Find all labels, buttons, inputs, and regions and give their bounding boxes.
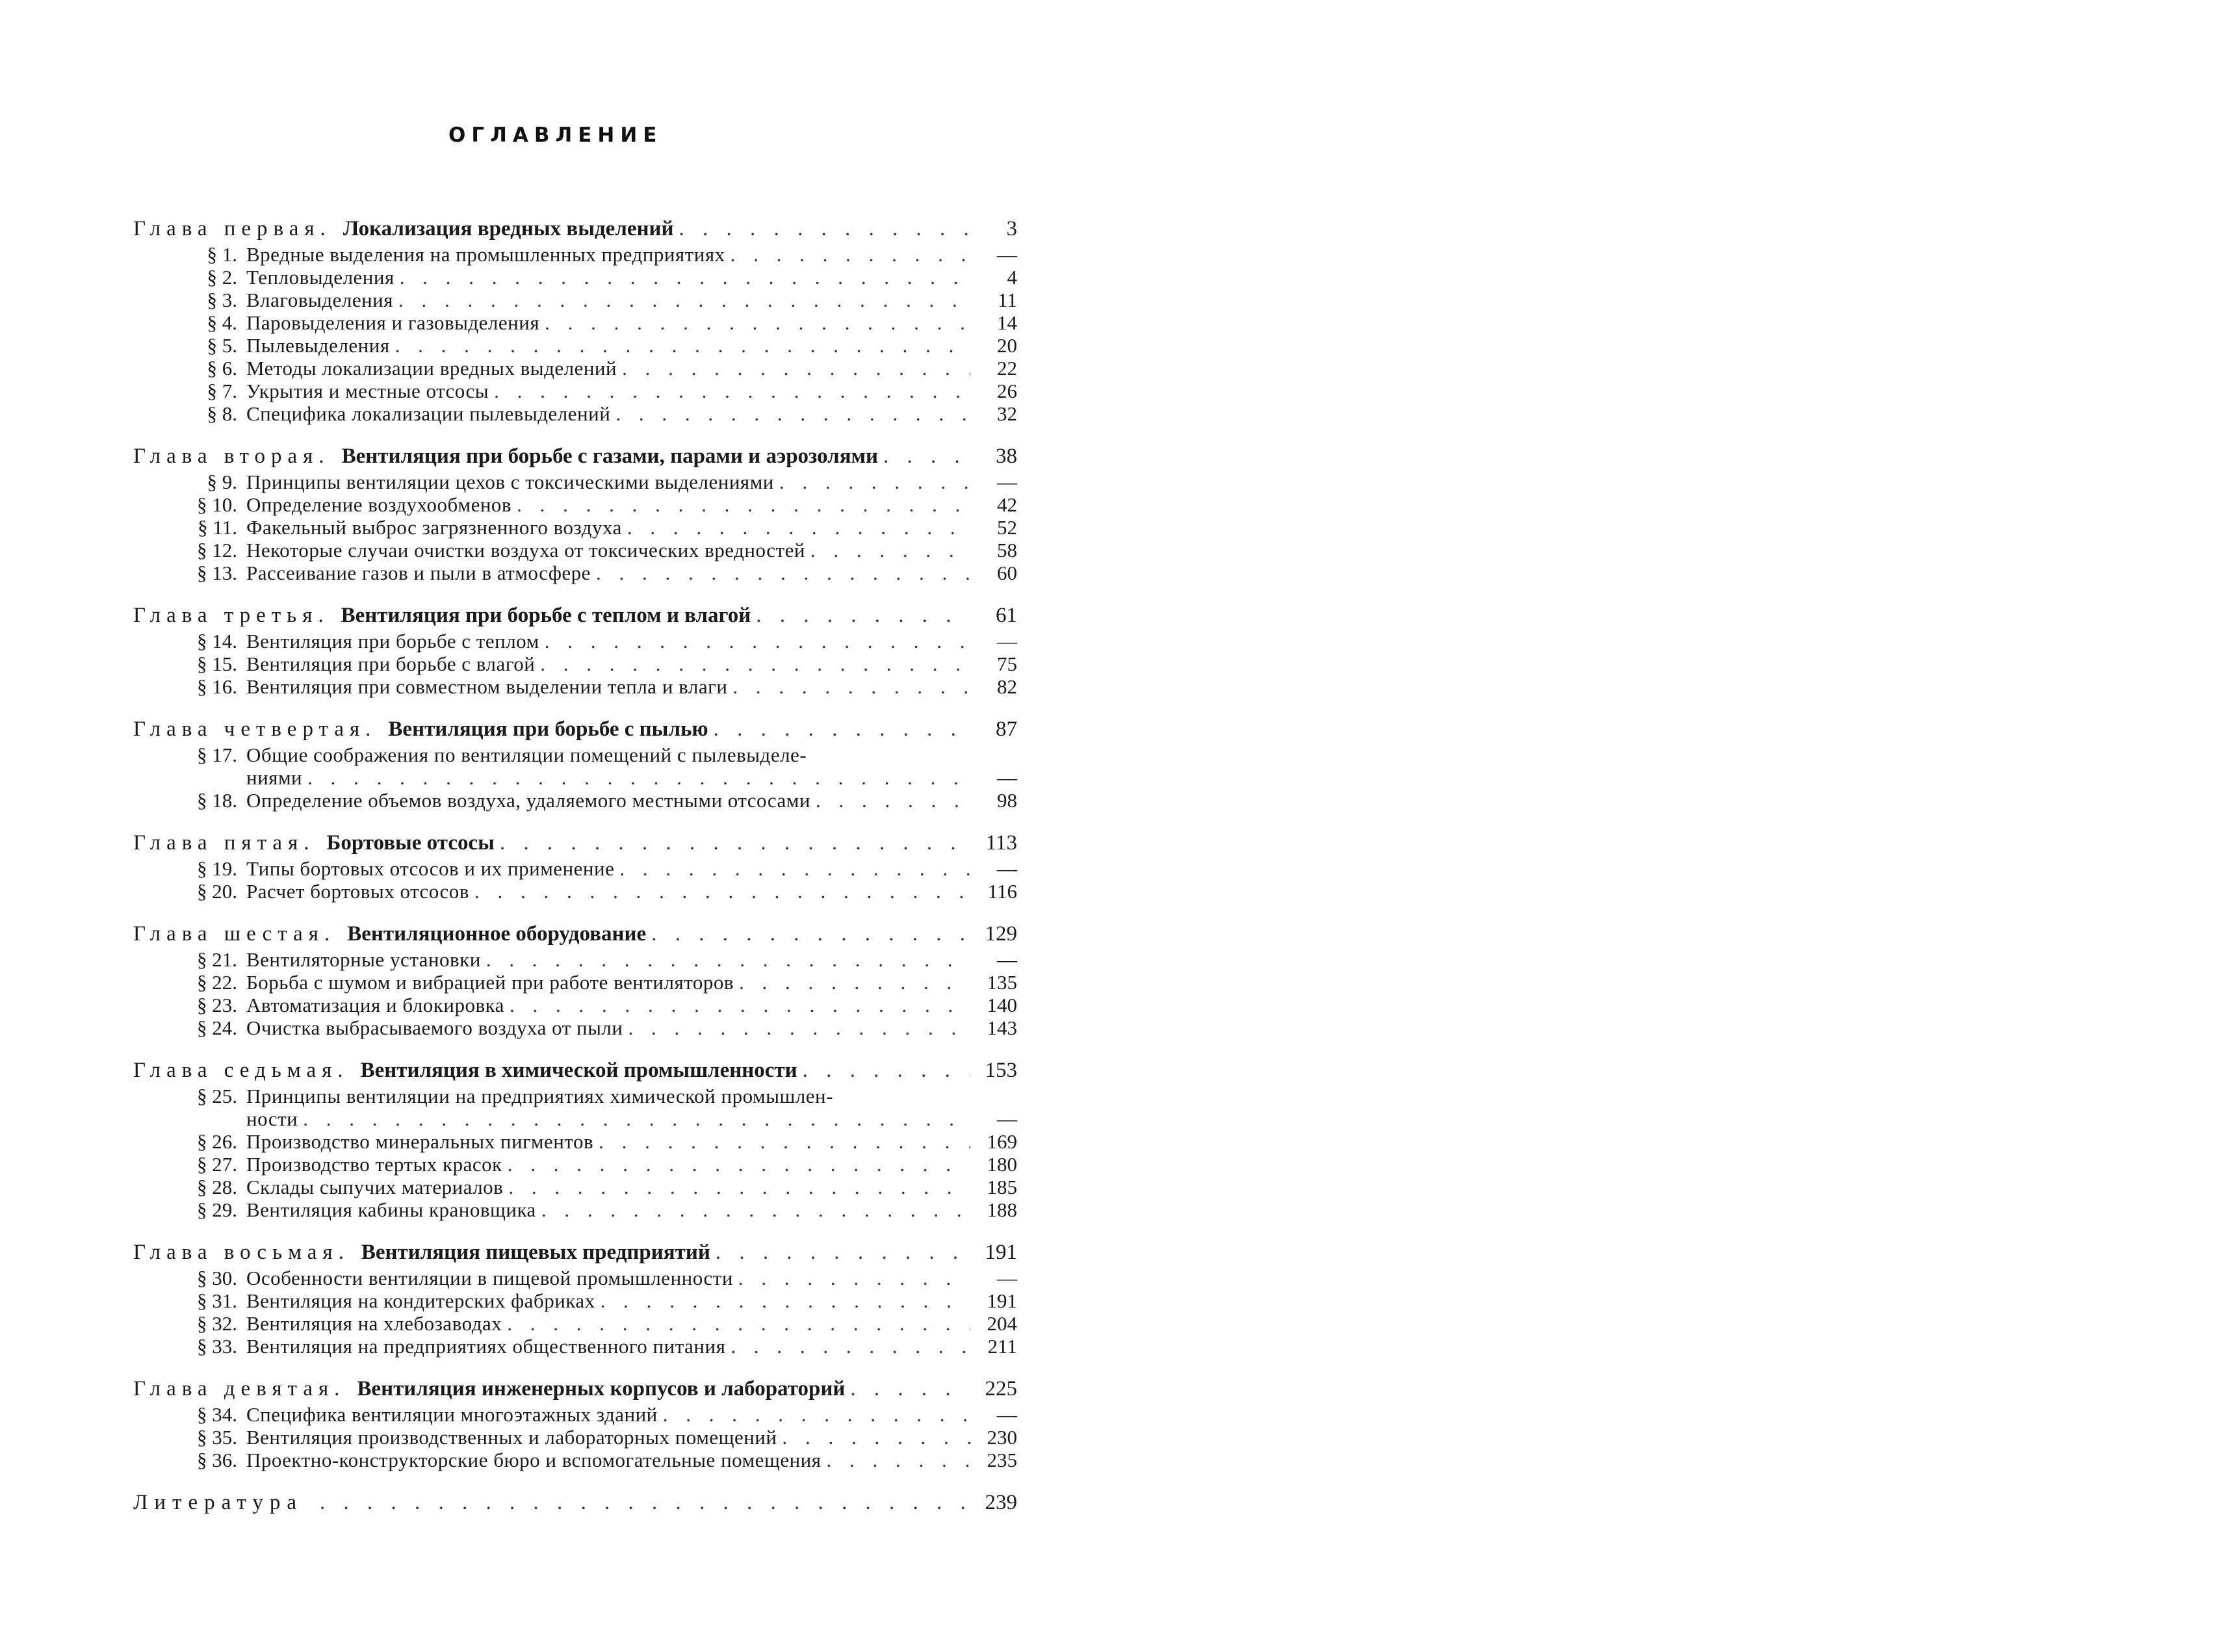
section-page: 58 bbox=[997, 539, 1017, 561]
section-entry[interactable] bbox=[133, 1449, 1017, 1471]
section-page: — bbox=[997, 243, 1017, 266]
section-number: § 15. bbox=[197, 652, 237, 675]
chapter-title: Бортовые отсосы bbox=[326, 831, 495, 855]
chapter-row[interactable] bbox=[133, 214, 1017, 243]
section-title: Принципы вентиляции цехов с токсическими выделениями bbox=[246, 471, 774, 493]
section-page: — bbox=[997, 471, 1017, 493]
section-title: Вредные выделения на промышленных предприятиях bbox=[246, 243, 725, 266]
section-title: Вентиляция при борьбе с влагой bbox=[246, 652, 536, 675]
dot-leader bbox=[679, 214, 970, 243]
section-page: 211 bbox=[987, 1335, 1017, 1358]
section-page: 191 bbox=[987, 1289, 1017, 1312]
section-page: — bbox=[997, 1403, 1017, 1426]
dot-leader bbox=[627, 516, 970, 539]
dot-leader bbox=[398, 289, 970, 311]
section-page: — bbox=[997, 948, 1017, 971]
section-number: § 9. bbox=[207, 471, 237, 493]
section-number: § 34. bbox=[197, 1403, 237, 1426]
chapter-label: Глава пятая. bbox=[133, 831, 315, 855]
section-number: § 19. bbox=[197, 857, 237, 880]
section-page: 143 bbox=[987, 1016, 1017, 1039]
dot-leader bbox=[601, 1289, 970, 1312]
dot-leader bbox=[486, 948, 970, 971]
section-page: 32 bbox=[997, 402, 1017, 425]
section-entry[interactable] bbox=[133, 1312, 1017, 1335]
dot-leader bbox=[508, 1153, 970, 1176]
dot-leader bbox=[731, 1335, 970, 1358]
section-line-continued bbox=[172, 1107, 1017, 1130]
dot-leader bbox=[545, 311, 970, 334]
section-title: Тепловыделения bbox=[246, 266, 395, 289]
section-page: 75 bbox=[997, 652, 1017, 675]
section-number: § 1. bbox=[207, 243, 237, 266]
section-page: 4 bbox=[1007, 266, 1017, 289]
section-entry[interactable] bbox=[133, 652, 1017, 675]
chapter-page: 153 bbox=[985, 1059, 1017, 1082]
section-page: 22 bbox=[997, 357, 1017, 380]
section-number: § 17. bbox=[197, 743, 237, 766]
section-page: 116 bbox=[987, 880, 1017, 903]
section-page: 169 bbox=[987, 1130, 1017, 1153]
section-entry[interactable] bbox=[133, 243, 1017, 266]
chapter-page: 38 bbox=[996, 445, 1017, 468]
section-title: Специфика вентиляции многоэтажных зданий bbox=[246, 1403, 658, 1426]
dot-leader bbox=[850, 1375, 970, 1403]
section-entry[interactable] bbox=[133, 1085, 1017, 1130]
section-entry[interactable] bbox=[133, 630, 1017, 652]
section-number: § 35. bbox=[197, 1426, 237, 1449]
section-number: § 10. bbox=[197, 493, 237, 516]
section-page: 98 bbox=[997, 789, 1017, 812]
chapter-block bbox=[133, 715, 1017, 812]
section-entry[interactable] bbox=[133, 266, 1017, 289]
chapter-label: Глава вторая. bbox=[133, 445, 330, 468]
section-title: Укрытия и местные отсосы bbox=[246, 380, 489, 402]
section-page: 82 bbox=[997, 675, 1017, 698]
dot-leader bbox=[510, 994, 970, 1016]
section-page: 180 bbox=[987, 1153, 1017, 1176]
chapter-page: 61 bbox=[996, 604, 1017, 627]
chapter-row[interactable] bbox=[133, 715, 1017, 743]
page-title: ОГЛАВЛЕНИЕ bbox=[448, 123, 663, 147]
section-page: — bbox=[997, 630, 1017, 652]
dot-leader bbox=[816, 789, 970, 812]
section-title: Рассеивание газов и пыли в атмосфере bbox=[246, 561, 591, 584]
section-title: Вентиляция производственных и лабораторных помещений bbox=[246, 1426, 777, 1449]
chapter-block bbox=[133, 829, 1017, 903]
section-entry[interactable] bbox=[133, 1153, 1017, 1176]
dot-leader bbox=[507, 1312, 970, 1335]
dot-leader bbox=[545, 630, 970, 652]
chapter-label: Глава первая. bbox=[133, 217, 331, 240]
section-title-continued: ниями bbox=[246, 766, 303, 789]
section-number: § 27. bbox=[197, 1153, 237, 1176]
chapter-title: Вентиляционное оборудование bbox=[347, 922, 647, 946]
chapter-block bbox=[133, 1238, 1017, 1358]
section-number: § 3. bbox=[207, 289, 237, 311]
section-number: § 20. bbox=[197, 880, 237, 903]
chapter-title: Локализация вредных выделений bbox=[343, 217, 674, 240]
section-title: Вентиляция на кондитерских фабриках bbox=[246, 1289, 595, 1312]
section-title: Факельный выброс загрязненного воздуха bbox=[246, 516, 622, 539]
dot-leader bbox=[303, 1107, 970, 1130]
section-title: Борьба с шумом и вибрацией при работе вентиляторов bbox=[246, 971, 734, 994]
section-page: 26 bbox=[997, 380, 1017, 402]
section-entry[interactable] bbox=[133, 493, 1017, 516]
section-entry[interactable] bbox=[133, 311, 1017, 334]
literature-row[interactable] bbox=[133, 1488, 1017, 1517]
section-number: § 11. bbox=[198, 516, 237, 539]
dot-leader bbox=[494, 380, 970, 402]
section-number: § 32. bbox=[197, 1312, 237, 1335]
section-title-continued: ности bbox=[246, 1107, 298, 1130]
chapter-label: Глава девятая. bbox=[133, 1377, 346, 1400]
section-number: § 16. bbox=[197, 675, 237, 698]
literature-page: 239 bbox=[985, 1491, 1017, 1514]
chapter-row[interactable] bbox=[133, 601, 1017, 630]
dot-leader bbox=[738, 1267, 970, 1289]
chapter-page: 129 bbox=[985, 922, 1017, 946]
section-entry[interactable] bbox=[133, 380, 1017, 402]
section-entry[interactable] bbox=[133, 675, 1017, 698]
dot-leader bbox=[395, 334, 970, 357]
section-page: — bbox=[997, 857, 1017, 880]
chapter-block bbox=[133, 442, 1017, 584]
section-page: 185 bbox=[987, 1176, 1017, 1198]
dot-leader bbox=[540, 652, 970, 675]
dot-leader bbox=[599, 1130, 970, 1153]
dot-leader bbox=[756, 601, 970, 630]
section-page: — bbox=[997, 766, 1017, 789]
chapter-title: Вентиляция инженерных корпусов и лабораторий bbox=[357, 1377, 846, 1400]
dot-leader bbox=[474, 880, 970, 903]
section-entry[interactable] bbox=[133, 516, 1017, 539]
section-number: § 5. bbox=[207, 334, 237, 357]
section-line bbox=[172, 743, 1017, 766]
dot-leader bbox=[810, 539, 970, 561]
chapter-label: Глава восьмая. bbox=[133, 1241, 350, 1264]
chapter-row[interactable] bbox=[133, 920, 1017, 948]
section-entry[interactable] bbox=[133, 402, 1017, 425]
dot-leader bbox=[714, 715, 970, 743]
section-title: Паровыделения и газовыделения bbox=[246, 311, 540, 334]
section-title: Расчет бортовых отсосов bbox=[246, 880, 469, 903]
dot-leader bbox=[320, 1488, 970, 1517]
chapter-row[interactable] bbox=[133, 1056, 1017, 1085]
section-title: Склады сыпучих материалов bbox=[246, 1176, 504, 1198]
section-number: § 14. bbox=[197, 630, 237, 652]
section-page: 235 bbox=[987, 1449, 1017, 1471]
chapter-title: Вентиляция при борьбе с теплом и влагой bbox=[341, 604, 751, 627]
section-title: Определение воздухообменов bbox=[246, 493, 512, 516]
section-title: Пылевыделения bbox=[246, 334, 390, 357]
section-number: § 24. bbox=[197, 1016, 237, 1039]
dot-leader bbox=[827, 1449, 970, 1471]
section-number: § 6. bbox=[207, 357, 237, 380]
chapter-page: 87 bbox=[996, 717, 1017, 741]
dot-leader bbox=[500, 829, 970, 857]
section-title: Очистка выбрасываемого воздуха от пыли bbox=[246, 1016, 623, 1039]
section-title: Некоторые случаи очистки воздуха от токсических вредностей bbox=[246, 539, 805, 561]
section-page: 11 bbox=[998, 289, 1017, 311]
chapter-label: Глава седьмая. bbox=[133, 1059, 349, 1082]
section-number: § 12. bbox=[197, 539, 237, 561]
dot-leader bbox=[619, 857, 970, 880]
section-title: Вентиляция на предприятиях общественного питания bbox=[246, 1335, 726, 1358]
section-line-continued bbox=[172, 766, 1017, 789]
dot-leader bbox=[628, 1016, 970, 1039]
dot-leader bbox=[508, 1176, 970, 1198]
chapter-title: Вентиляция в химической промышленности bbox=[360, 1059, 797, 1082]
chapter-row[interactable] bbox=[133, 829, 1017, 857]
section-number: § 23. bbox=[197, 994, 237, 1016]
section-page: 140 bbox=[987, 994, 1017, 1016]
section-title: Влаговыделения bbox=[246, 289, 394, 311]
section-title: Общие соображения по вентиляции помещений с пылевыделе- bbox=[246, 743, 807, 766]
section-title: Производство тертых красок bbox=[246, 1153, 502, 1176]
section-page: — bbox=[997, 1267, 1017, 1289]
section-page: 14 bbox=[997, 311, 1017, 334]
section-page: 52 bbox=[997, 516, 1017, 539]
chapter-label: Глава третья. bbox=[133, 604, 330, 627]
section-title: Типы бортовых отсосов и их применение bbox=[246, 857, 615, 880]
dot-leader bbox=[716, 1238, 970, 1267]
section-number: § 18. bbox=[197, 789, 237, 812]
section-number: § 2. bbox=[207, 266, 237, 289]
section-entry[interactable] bbox=[133, 471, 1017, 493]
chapter-block bbox=[133, 214, 1017, 425]
literature-label: Литература bbox=[133, 1491, 304, 1514]
section-page: 188 bbox=[987, 1198, 1017, 1221]
section-number: § 4. bbox=[207, 311, 237, 334]
dot-leader bbox=[663, 1403, 970, 1426]
section-entry[interactable] bbox=[133, 334, 1017, 357]
section-title: Вентиляция при борьбе с теплом bbox=[246, 630, 539, 652]
section-title: Вентиляция при совместном выделении тепла и влаги bbox=[246, 675, 728, 698]
section-title: Вентиляция кабины крановщика bbox=[246, 1198, 536, 1221]
section-number: § 30. bbox=[197, 1267, 237, 1289]
section-number: § 7. bbox=[207, 380, 237, 402]
chapter-row[interactable] bbox=[133, 1238, 1017, 1267]
dot-leader bbox=[779, 471, 970, 493]
section-entry[interactable] bbox=[133, 1335, 1017, 1358]
section-number: § 25. bbox=[197, 1085, 237, 1107]
section-number: § 36. bbox=[197, 1449, 237, 1471]
section-entry[interactable] bbox=[133, 289, 1017, 311]
dot-leader bbox=[615, 402, 970, 425]
chapter-row[interactable] bbox=[133, 1375, 1017, 1403]
section-title: Автоматизация и блокировка bbox=[246, 994, 504, 1016]
section-entry[interactable] bbox=[133, 1289, 1017, 1312]
section-number: § 31. bbox=[197, 1289, 237, 1312]
dot-leader bbox=[782, 1426, 970, 1449]
section-entry[interactable] bbox=[133, 1198, 1017, 1221]
section-number: § 29. bbox=[197, 1198, 237, 1221]
chapter-title: Вентиляция при борьбе с газами, парами и аэрозолями bbox=[341, 445, 879, 468]
section-entry[interactable] bbox=[133, 1426, 1017, 1449]
section-number: § 28. bbox=[197, 1176, 237, 1198]
dot-leader bbox=[731, 243, 970, 266]
chapter-title: Вентиляция пищевых предприятий bbox=[361, 1241, 710, 1264]
section-entry[interactable] bbox=[133, 1267, 1017, 1289]
chapter-row[interactable] bbox=[133, 442, 1017, 471]
section-title: Принципы вентиляции на предприятиях химической промышлен- bbox=[246, 1085, 833, 1107]
dot-leader bbox=[517, 493, 970, 516]
chapter-title: Вентиляция при борьбе с пылью bbox=[388, 717, 708, 741]
section-entry[interactable] bbox=[133, 994, 1017, 1016]
section-entry[interactable] bbox=[133, 1176, 1017, 1198]
section-number: § 33. bbox=[197, 1335, 237, 1358]
chapter-page: 191 bbox=[985, 1241, 1017, 1264]
section-page: 204 bbox=[987, 1312, 1017, 1335]
dot-leader bbox=[596, 561, 970, 584]
chapter-label: Глава шестая. bbox=[133, 922, 336, 946]
chapter-page: 3 bbox=[1006, 217, 1017, 240]
dot-leader bbox=[307, 766, 970, 789]
section-number: § 26. bbox=[197, 1130, 237, 1153]
section-entry[interactable] bbox=[133, 1016, 1017, 1039]
chapter-page: 225 bbox=[985, 1377, 1017, 1400]
section-title: Особенности вентиляции в пищевой промышленности bbox=[246, 1267, 733, 1289]
chapter-block bbox=[133, 1056, 1017, 1221]
section-title: Методы локализации вредных выделений bbox=[246, 357, 617, 380]
dot-leader bbox=[732, 675, 970, 698]
section-entry[interactable] bbox=[133, 880, 1017, 903]
section-number: § 8. bbox=[207, 402, 237, 425]
dot-leader bbox=[803, 1056, 970, 1085]
dot-leader bbox=[651, 920, 970, 948]
chapter-block bbox=[133, 1375, 1017, 1471]
section-entry[interactable] bbox=[133, 1403, 1017, 1426]
dot-leader bbox=[541, 1198, 970, 1221]
dot-leader bbox=[622, 357, 970, 380]
chapter-page: 113 bbox=[985, 831, 1017, 855]
section-entry[interactable] bbox=[133, 971, 1017, 994]
section-entry[interactable] bbox=[133, 948, 1017, 971]
dot-leader bbox=[739, 971, 970, 994]
section-line bbox=[172, 1085, 1017, 1107]
section-page: 230 bbox=[987, 1426, 1017, 1449]
chapter-label: Глава четвертая. bbox=[133, 717, 377, 741]
section-entry[interactable] bbox=[133, 857, 1017, 880]
section-entry[interactable] bbox=[133, 357, 1017, 380]
section-title: Вентиляторные установки bbox=[246, 948, 481, 971]
section-page: 60 bbox=[997, 561, 1017, 584]
section-title: Специфика локализации пылевыделений bbox=[246, 402, 611, 425]
chapter-block bbox=[133, 601, 1017, 698]
section-page: — bbox=[997, 1107, 1017, 1130]
chapter-block bbox=[133, 920, 1017, 1039]
section-entry[interactable] bbox=[133, 561, 1017, 584]
section-number: § 21. bbox=[197, 948, 237, 971]
section-page: 20 bbox=[997, 334, 1017, 357]
section-page: 135 bbox=[987, 971, 1017, 994]
section-title: Вентиляция на хлебозаводах bbox=[246, 1312, 502, 1335]
dot-leader bbox=[883, 442, 970, 471]
section-entry[interactable] bbox=[133, 539, 1017, 561]
section-number: § 13. bbox=[197, 561, 237, 584]
section-entry[interactable] bbox=[133, 743, 1017, 789]
section-entry[interactable] bbox=[133, 1130, 1017, 1153]
table-of-contents bbox=[133, 214, 1017, 1517]
section-title: Проектно-конструкторские бюро и вспомогательные помещения bbox=[246, 1449, 822, 1471]
section-title: Определение объемов воздуха, удаляемого местными отсосами bbox=[246, 789, 810, 812]
section-page: 42 bbox=[997, 493, 1017, 516]
dot-leader bbox=[400, 266, 970, 289]
section-entry[interactable] bbox=[133, 789, 1017, 812]
section-title: Производство минеральных пигментов bbox=[246, 1130, 594, 1153]
section-number: § 22. bbox=[197, 971, 237, 994]
